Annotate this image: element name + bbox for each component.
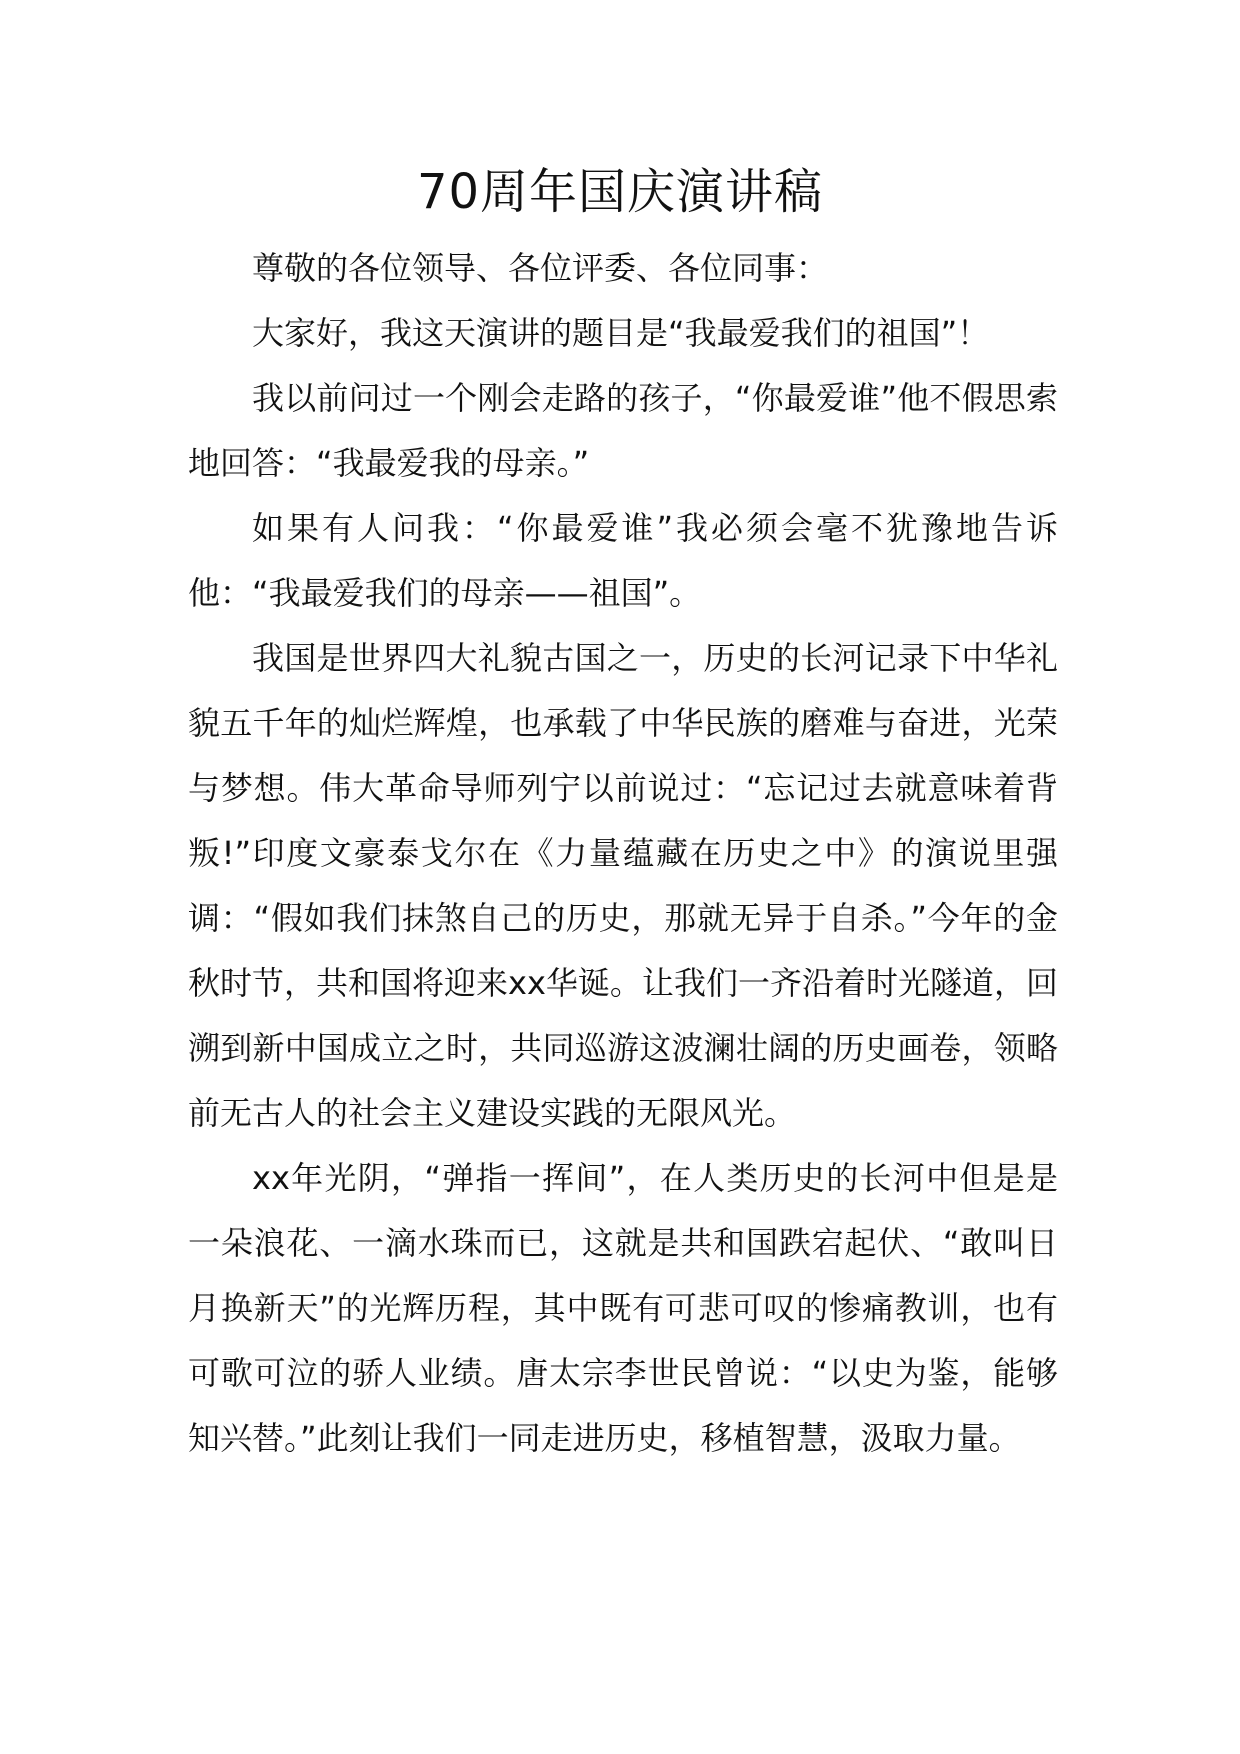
paragraph-child-question: 我以前问过一个刚会走路的孩子，“你最爱谁”他不假思索地回答：“我最爱我的母亲。” — [188, 379, 1058, 482]
paragraph-greeting: 大家好，我这天演讲的题目是“我最爱我们的祖国”！ — [252, 314, 990, 352]
paragraph-salutation: 尊敬的各位领导、各位评委、各位同事： — [252, 249, 829, 287]
paragraph-my-answer: 如果有人问我：“你最爱谁”我必须会毫不犹豫地告诉他：“我最爱我们的母亲——祖国”。 — [188, 509, 1058, 612]
document-body — [188, 236, 1058, 1471]
document-title: 70周年国庆演讲稿 — [416, 164, 824, 220]
paragraph-history: 我国是世界四大礼貌古国之一，历史的长河记录下中华礼貌五千年的灿烂辉煌，也承载了中华民族的磨难与奋进，光荣与梦想。伟大革命导师列宁以前说过：“忘记过去就意味着背叛!”印度文豪泰戈尔在《力量蕴藏在历史之中》的演说里强调：“假如我们抹煞自己的历史，那就无异于自杀。”今年的金秋时节，共和国将迎来xx华诞。让我们一齐沿着时光隧道，回溯到新中国成立之时，共同巡游这波澜壮阔的历史画卷，领略前无古人的社会主义建设实践的无限风光。 — [188, 639, 1058, 1132]
paragraph-years: xx年光阴，“弹指一挥间”，在人类历史的长河中但是是一朵浪花、一滴水珠而已，这就是共和国跌宕起伏、“敢叫日月换新天”的光辉历程，其中既有可悲可叹的惨痛教训，也有可歌可泣的骄人业绩。唐太宗李世民曾说：“以史为鉴，能够知兴替。”此刻让我们一同走进历史，移植智慧，汲取力量。 — [188, 1159, 1058, 1457]
